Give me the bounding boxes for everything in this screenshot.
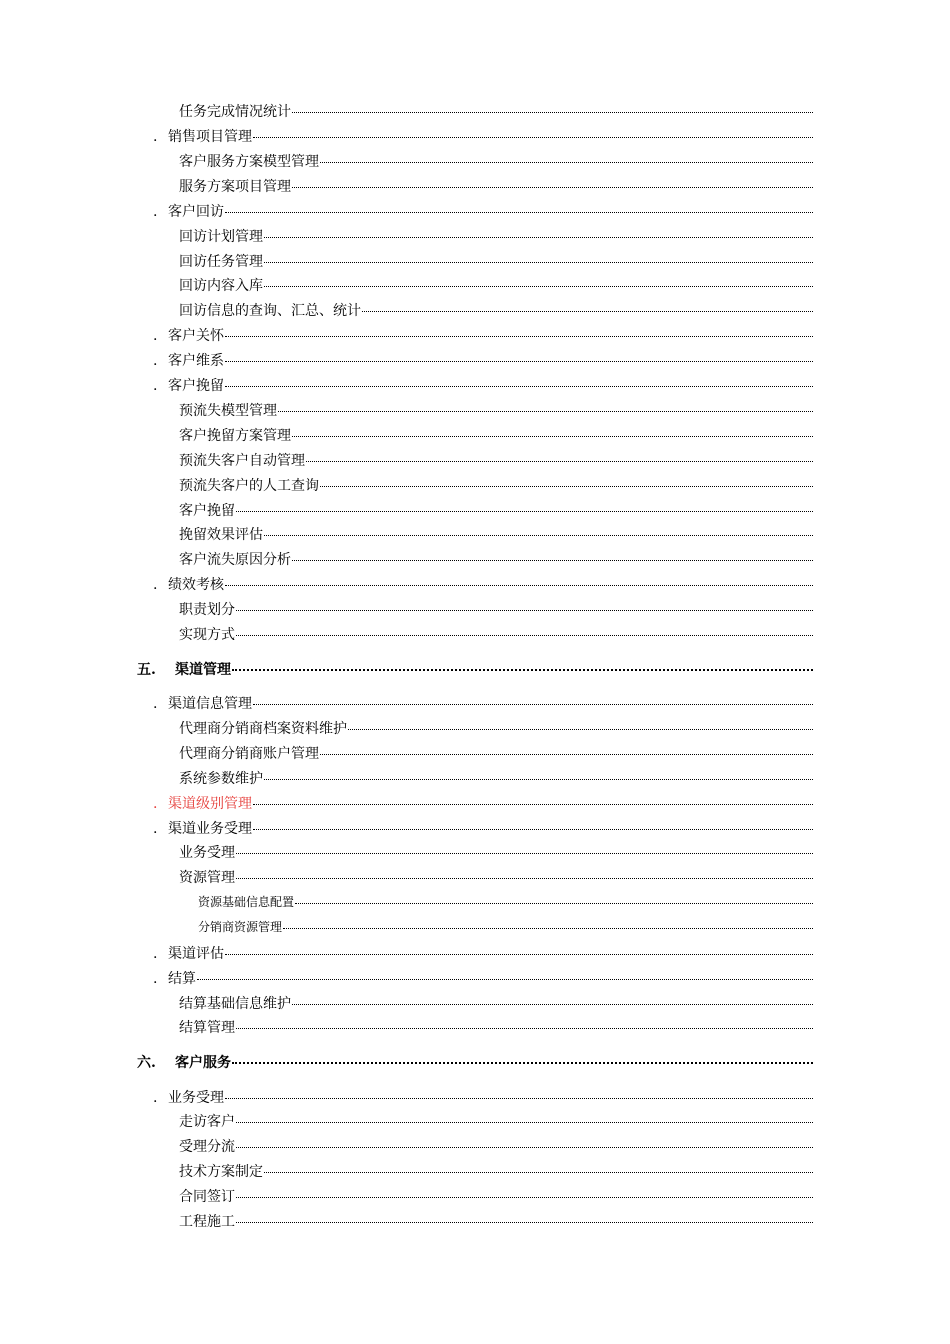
toc-dot-leader bbox=[225, 1098, 813, 1099]
toc-entry[interactable] bbox=[179, 1111, 813, 1131]
toc-entry[interactable] bbox=[179, 475, 813, 495]
toc-entry[interactable] bbox=[153, 375, 813, 395]
toc-entry[interactable] bbox=[179, 251, 813, 271]
toc-entry[interactable] bbox=[179, 1161, 813, 1181]
toc-entry[interactable] bbox=[179, 524, 813, 544]
toc-entry-label: 资源管理 bbox=[179, 870, 235, 886]
toc-entry-label: 客户服务方案模型管理 bbox=[179, 154, 319, 170]
toc-entry-label: 回访信息的查询、汇总、统计 bbox=[179, 303, 361, 319]
toc-entry-label: 实现方式 bbox=[179, 627, 235, 643]
toc-dot-leader bbox=[225, 585, 813, 586]
toc-dot-leader bbox=[236, 1222, 813, 1223]
toc-heading[interactable] bbox=[137, 1052, 813, 1072]
toc-dot-leader bbox=[283, 928, 813, 929]
toc-dot-leader bbox=[253, 829, 813, 830]
toc-entry-label: 销售项目管理 bbox=[168, 129, 252, 145]
toc-entry[interactable] bbox=[179, 1136, 813, 1156]
toc-bullet-dot: . bbox=[153, 821, 158, 837]
toc-entry-label: 回访内容入库 bbox=[179, 278, 263, 294]
toc-entry[interactable] bbox=[179, 1211, 813, 1231]
toc-entry[interactable] bbox=[179, 176, 813, 196]
toc-entry[interactable] bbox=[153, 943, 813, 963]
toc-dot-leader bbox=[264, 262, 813, 263]
toc-entry[interactable] bbox=[179, 867, 813, 887]
toc-bullet-dot: . bbox=[153, 796, 158, 812]
toc-dot-leader bbox=[225, 336, 813, 337]
toc-entry-label: 渠道业务受理 bbox=[168, 821, 252, 837]
toc-dot-leader bbox=[236, 511, 813, 512]
toc-bullet-dot: . bbox=[153, 577, 158, 593]
toc-entry-label: 技术方案制定 bbox=[179, 1164, 263, 1180]
toc-bullet-dot: . bbox=[153, 696, 158, 712]
toc-entry[interactable] bbox=[179, 624, 813, 644]
toc-entry[interactable] bbox=[179, 226, 813, 246]
toc-heading-number: 六. bbox=[137, 1055, 156, 1071]
toc-entry-label: 客户关怀 bbox=[168, 328, 224, 344]
toc-entry[interactable] bbox=[153, 325, 813, 345]
toc-entry-label: 结算基础信息维护 bbox=[179, 996, 291, 1012]
toc-entry-label: 受理分流 bbox=[179, 1139, 235, 1155]
toc-dot-leader bbox=[236, 1197, 813, 1198]
toc-entry[interactable] bbox=[179, 1017, 813, 1037]
toc-entry-label: 业务受理 bbox=[168, 1090, 224, 1106]
toc-entry[interactable] bbox=[153, 350, 813, 370]
toc-entry-label: 客户挽留 bbox=[168, 378, 224, 394]
toc-dot-leader bbox=[236, 1028, 813, 1029]
toc-dot-leader bbox=[264, 535, 813, 536]
toc-dot-leader bbox=[232, 669, 813, 671]
toc-dot-leader bbox=[225, 954, 813, 955]
toc-entry[interactable] bbox=[153, 1087, 813, 1107]
toc-heading[interactable] bbox=[137, 659, 813, 679]
toc-dot-leader bbox=[292, 1004, 813, 1005]
toc-entry-label: 结算 bbox=[168, 971, 196, 987]
toc-entry-label: 资源基础信息配置 bbox=[198, 895, 295, 909]
toc-dot-leader bbox=[320, 486, 813, 487]
toc-dot-leader bbox=[292, 112, 813, 113]
toc-dot-leader bbox=[253, 704, 813, 705]
toc-entry-label: 业务受理 bbox=[179, 845, 235, 861]
toc-entry-label: 代理商分销商档案资料维护 bbox=[179, 721, 347, 737]
toc-entry[interactable] bbox=[179, 1186, 813, 1206]
toc-entry[interactable] bbox=[198, 893, 813, 910]
toc-dot-leader bbox=[236, 1122, 813, 1123]
toc-dot-leader bbox=[236, 853, 813, 854]
toc-bullet-dot: . bbox=[153, 946, 158, 962]
toc-dot-leader bbox=[264, 286, 813, 287]
toc-dot-leader bbox=[236, 635, 813, 636]
toc-bullet-dot: . bbox=[153, 353, 158, 369]
toc-entry-label: 客户挽留方案管理 bbox=[179, 428, 291, 444]
toc-dot-leader bbox=[264, 779, 813, 780]
toc-dot-leader bbox=[320, 754, 813, 755]
toc-entry[interactable] bbox=[153, 126, 813, 146]
toc-dot-leader bbox=[348, 729, 813, 730]
toc-dot-leader bbox=[236, 878, 813, 879]
toc-entry-label: 合同签订 bbox=[179, 1189, 235, 1205]
toc-dot-leader bbox=[292, 560, 813, 561]
toc-dot-leader bbox=[362, 311, 813, 312]
toc-entry[interactable] bbox=[179, 842, 813, 862]
toc-entry-label: 系统参数维护 bbox=[179, 771, 263, 787]
toc-entry-label: 结算管理 bbox=[179, 1020, 235, 1036]
toc-entry[interactable] bbox=[153, 201, 813, 221]
toc-entry-label: 渠道级别管理 bbox=[168, 796, 252, 812]
toc-entry[interactable] bbox=[179, 743, 813, 763]
toc-entry-label: 预流失模型管理 bbox=[179, 403, 277, 419]
toc-dot-leader bbox=[225, 212, 813, 213]
toc-dot-leader bbox=[278, 411, 813, 412]
toc-dot-leader bbox=[320, 162, 813, 163]
toc-dot-leader bbox=[295, 903, 813, 904]
toc-bullet-dot: . bbox=[153, 378, 158, 394]
toc-entry[interactable] bbox=[179, 275, 813, 295]
toc-entry[interactable] bbox=[179, 400, 813, 420]
toc-dot-leader bbox=[253, 137, 813, 138]
toc-entry-label: 渠道管理 bbox=[175, 662, 231, 678]
toc-entry-label: 服务方案项目管理 bbox=[179, 179, 291, 195]
toc-bullet-dot: . bbox=[153, 328, 158, 344]
toc-entry-label: 预流失客户自动管理 bbox=[179, 453, 305, 469]
toc-dot-leader bbox=[306, 461, 813, 462]
toc-dot-leader bbox=[292, 436, 813, 437]
toc-entry[interactable] bbox=[179, 993, 813, 1013]
toc-bullet-dot: . bbox=[153, 1090, 158, 1106]
toc-dot-leader bbox=[232, 1062, 813, 1064]
toc-entry-label: 预流失客户的人工查询 bbox=[179, 478, 319, 494]
toc-entry[interactable] bbox=[179, 151, 813, 171]
toc-dot-leader bbox=[236, 1147, 813, 1148]
toc-entry[interactable] bbox=[179, 549, 813, 569]
toc-entry-label: 客户服务 bbox=[175, 1055, 231, 1071]
toc-heading-number: 五. bbox=[137, 662, 156, 678]
toc-entry-label: 职责划分 bbox=[179, 602, 235, 618]
toc-dot-leader bbox=[264, 1172, 813, 1173]
toc-entry[interactable] bbox=[179, 101, 813, 121]
toc-entry[interactable] bbox=[179, 450, 813, 470]
toc-entry[interactable] bbox=[153, 968, 813, 988]
toc-entry[interactable] bbox=[179, 425, 813, 445]
toc-dot-leader bbox=[253, 804, 813, 805]
toc-dot-leader bbox=[225, 361, 813, 362]
toc-entry-label: 走访客户 bbox=[179, 1114, 235, 1130]
toc-entry[interactable] bbox=[153, 574, 813, 594]
toc-entry-label: 客户挽留 bbox=[179, 503, 235, 519]
toc-entry-label: 任务完成情况统计 bbox=[179, 104, 291, 120]
toc-entry-label: 挽留效果评估 bbox=[179, 527, 263, 543]
toc-entry[interactable] bbox=[179, 768, 813, 788]
toc-bullet-dot: . bbox=[153, 204, 158, 220]
toc-entry[interactable] bbox=[153, 793, 813, 813]
toc-entry[interactable] bbox=[153, 693, 813, 713]
toc-entry-label: 客户流失原因分析 bbox=[179, 552, 291, 568]
toc-entry-label: 客户回访 bbox=[168, 204, 224, 220]
toc-entry-label: 渠道信息管理 bbox=[168, 696, 252, 712]
toc-dot-leader bbox=[264, 237, 813, 238]
toc-entry-label: 客户维系 bbox=[168, 353, 224, 369]
toc-entry-label: 渠道评估 bbox=[168, 946, 224, 962]
toc-entry[interactable] bbox=[153, 818, 813, 838]
toc-dot-leader bbox=[197, 979, 813, 980]
toc-bullet-dot: . bbox=[153, 129, 158, 145]
toc-entry[interactable] bbox=[179, 599, 813, 619]
toc-dot-leader bbox=[236, 610, 813, 611]
toc-entry-label: 分销商资源管理 bbox=[198, 920, 283, 934]
toc-entry[interactable] bbox=[179, 718, 813, 738]
toc-entry-label: 工程施工 bbox=[179, 1214, 235, 1230]
toc-entry[interactable] bbox=[179, 300, 813, 320]
toc-entry[interactable] bbox=[198, 918, 813, 935]
toc-bullet-dot: . bbox=[153, 971, 158, 987]
toc-dot-leader bbox=[292, 187, 813, 188]
toc-dot-leader bbox=[225, 386, 813, 387]
toc-entry-label: 代理商分销商账户管理 bbox=[179, 746, 319, 762]
toc-entry-label: 绩效考核 bbox=[168, 577, 224, 593]
toc-entry-label: 回访任务管理 bbox=[179, 254, 263, 270]
toc-entry-label: 回访计划管理 bbox=[179, 229, 263, 245]
toc-entry[interactable] bbox=[179, 500, 813, 520]
